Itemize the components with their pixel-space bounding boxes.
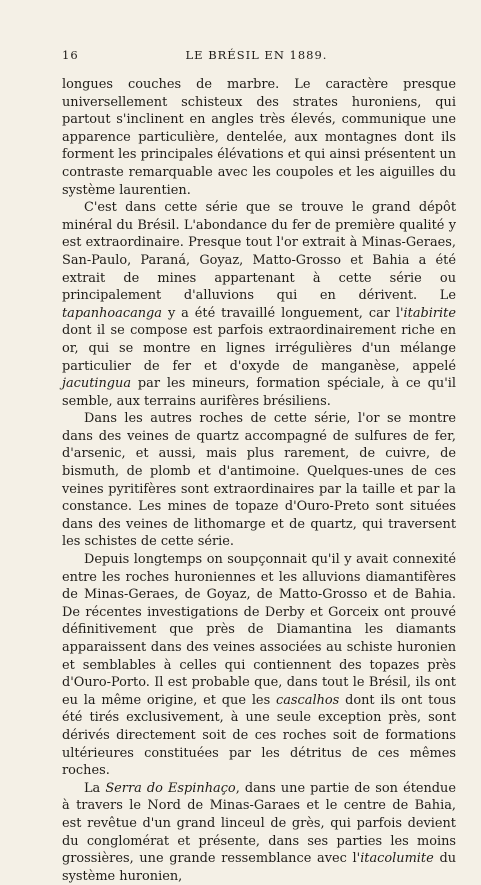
text-run: Dans les autres roches de cette série, l'or se montre dans des veines de quartz accompagné de sulfures de fer, d'arsenic, et aussi, mais plus rarement, de cuivre, de bismuth, de plomb et d'antimoine. Quelques-unes de ces veines pyritifères sont extraordinaires par la taille et par la constance. Les mines de topaze d'Ouro-Preto sont situées dans des veines de lithomarge et de quartz, qui traversent les schistes de cette série. bbox=[62, 411, 456, 550]
text-run: longues couches de marbre. Le caractère presque universellement schisteux des strates huroniens, qui partout s'inclinent en angles très élevés, communique une apparence particulière, dentelée, aux montagnes dont ils forment les principales élévations et qui ainsi présentent un contraste remarquable avec les coupoles et les aiguilles du système laurentien. bbox=[62, 77, 456, 198]
text-run: C'est dans cette série que se trouve le grand dépôt minéral du Brésil. L'abondance du fer de première qualité y est extraordinaire. Presque tout l'or extrait à Minas-Geraes, San-Paulo, Paraná, Goyaz, Matto-Grosso et Bahia a été extrait de mines appartenant à cette série ou principalement d'alluvions qui en dérivent. Le bbox=[62, 200, 456, 304]
paragraph bbox=[62, 199, 456, 410]
italic-term: Serra do Espinhaço bbox=[105, 780, 236, 796]
text-run: y a été travaillé longuement, car l' bbox=[162, 305, 404, 321]
text-run: La bbox=[84, 780, 106, 796]
italic-term: tapanhoacanga bbox=[62, 305, 162, 321]
text-run: par les mineurs, formation spéciale, à ce qu'il semble, aux terrains aurifères brésiliens. bbox=[62, 376, 456, 409]
italic-term: itacolumite bbox=[360, 851, 434, 867]
paragraph bbox=[62, 76, 456, 199]
text-run: , dans une partie de son étendue à travers le Nord de Minas-Garaes et le centre de Bahia, est revêtue d'un grand linceul de grès, qui parfois devient du conglomérat et présente, dans ses parties les moins grossières, une grande ressemblance avec l' bbox=[62, 780, 456, 867]
paragraph bbox=[62, 410, 456, 551]
page-number: 16 bbox=[62, 48, 79, 62]
paragraph bbox=[62, 551, 456, 780]
text-run: dont il se compose est parfois extraordinairement riche en or, qui se montre en lignes irrégulières d'un mélange particulier de fer et d'oxyde de manganèse, appelé bbox=[62, 323, 456, 374]
text-run: du système huronien, bbox=[62, 851, 456, 884]
italic-term: cascalhos bbox=[276, 692, 340, 708]
text-run: Depuis longtemps on soupçonnait qu'il y avait connexité entre les roches huroniennes et les alluvions diamantifères de Minas-Geraes, de Goyaz, de Matto-Grosso et de Bahia. De récentes investigations de Derby et Gorceix ont prouvé définitivement que près de Diamantina les diamants apparaissent dans des veines associées au schiste huronien et semblables à celles qui contiennent des topazes près d'Ouro-Porto. Il est probable que, dans tout le Brésil, ils ont eu la même origine, et que les bbox=[62, 552, 456, 708]
italic-term: jacutingua bbox=[62, 376, 132, 392]
italic-term: itabirite bbox=[403, 305, 456, 321]
paragraph bbox=[62, 780, 456, 885]
body-text bbox=[62, 76, 456, 885]
text-run: dont ils ont tous été tirés exclusivement, à une seule exception près, sont dérivés directement soit de ces roches soit de formations ultérieures constituées par les détritus de ces mêmes roches. bbox=[62, 692, 456, 779]
running-title: LE BRÉSIL EN 1889. bbox=[185, 48, 328, 62]
